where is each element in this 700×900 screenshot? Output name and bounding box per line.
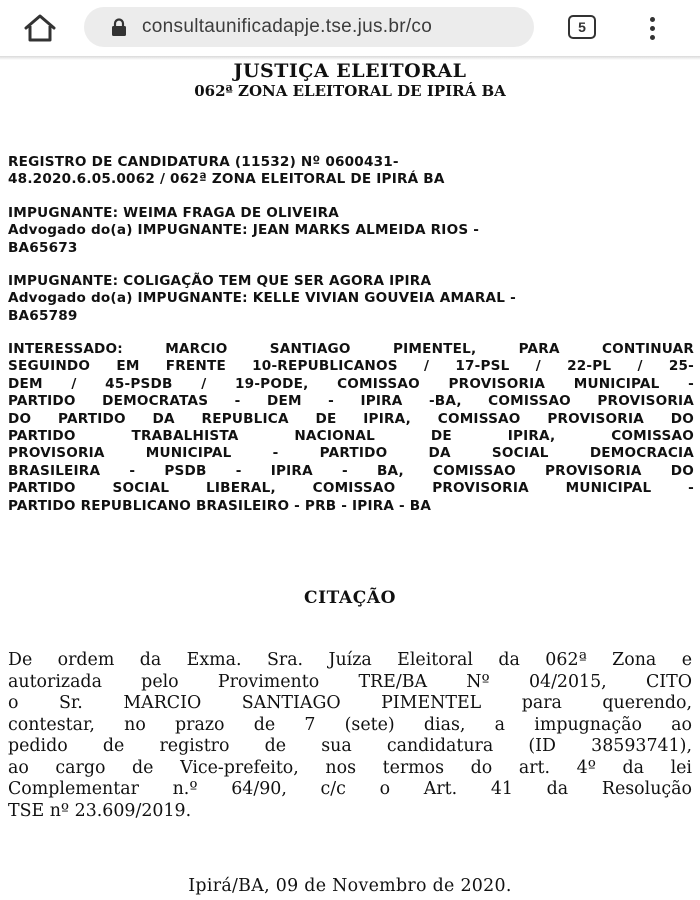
advogado-line: Advogado do(a) IMPUGNANTE: JEAN MARKS ALMEIDA RIOS - (8, 222, 480, 239)
more-menu-button[interactable] (640, 12, 664, 44)
document-header-title: JUSTIÇA ELEITORAL (233, 60, 467, 82)
interessado-line: PARTIDO SOCIAL LIBERAL, COMISSAO PROVISORIA MUNICIPAL - (8, 480, 694, 497)
registro-block (8, 154, 694, 189)
interessado-block (8, 341, 694, 515)
impugnante-2-block (8, 273, 694, 325)
tab-switcher-button[interactable] (568, 15, 596, 39)
registro-line: 48.2020.6.05.0062 / 062ª ZONA ELEITORAL DE IPIRÁ BA (8, 171, 445, 188)
citacao-body (8, 650, 692, 822)
interessado-line: BRASILEIRA - PSDB - IPIRA - BA, COMISSAO PROVISORIA DO (8, 462, 694, 479)
interessado-line: INTERESSADO: MARCIO SANTIAGO PIMENTEL, PARA CONTINUAR (8, 341, 694, 357)
impugnante-line: IMPUGNANTE: WEIMA FRAGA DE OLIVEIRA (8, 205, 339, 221)
citacao-title: CITAÇÃO (303, 588, 397, 608)
interessado-line: DO PARTIDO DA REPUBLICA DE IPIRA, COMISSAO PROVISORIA DO (8, 410, 694, 427)
more-vert-icon-dot (650, 17, 655, 22)
citacao-line: TSE nº 23.609/2019. (8, 800, 192, 821)
home-icon (23, 13, 57, 43)
advogado-line: Advogado do(a) IMPUGNANTE: KELLE VIVIAN GOUVEIA AMARAL - (8, 290, 516, 307)
oab-line: BA65789 (8, 307, 78, 324)
document-header-subtitle: 062ª ZONA ELEITORAL DE IPIRÁ BA (194, 82, 506, 100)
more-vert-icon-dot (650, 35, 655, 40)
interessado-line: PARTIDO DEMOCRATAS - DEM - IPIRA -BA, COMISSAO PROVISORIA (8, 393, 694, 410)
citacao-line: ao cargo de Vice-prefeito, nos termos do art. 4º da lei (8, 757, 692, 778)
interessado-line: DEM / 45-PSDB / 19-PODE, COMISSAO PROVISORIA MUNICIPAL - (8, 375, 694, 392)
citacao-line: contestar, no prazo de 7 (sete) dias, a impugnação ao (8, 714, 692, 735)
citacao-line: De ordem da Exma. Sra. Juíza Eleitoral da 062ª Zona e (8, 650, 692, 670)
citacao-line: Complementar n.º 64/90, c/c o Art. 41 da Resolução (8, 779, 692, 799)
citacao-line: autorizada pelo Provimento TRE/BA Nº 04/2015, CITO (8, 671, 692, 692)
citacao-line: o Sr. MARCIO SANTIAGO PIMENTEL para querendo, (8, 693, 692, 713)
interessado-line: SEGUINDO EM FRENTE 10-REPUBLICANOS / 17-PSL / 22-PL / 25- (8, 358, 694, 375)
home-button[interactable] (22, 12, 58, 44)
browser-toolbar (0, 0, 700, 56)
registro-line: REGISTRO DE CANDIDATURA (11532) Nº 0600431- (8, 154, 399, 170)
tab-count: 5 (578, 19, 586, 35)
citacao-line: pedido de registro de sua candidatura (ID 38593741), (8, 736, 692, 756)
oab-line: BA65673 (8, 239, 78, 256)
impugnante-1-block (8, 205, 694, 257)
url-text: consultaunificadapje.tse.jus.br/co (142, 16, 433, 37)
impugnante-line: IMPUGNANTE: COLIGAÇÃO TEM QUE SER AGORA IPIRA (8, 273, 432, 289)
address-bar[interactable] (84, 7, 534, 47)
interessado-line: PARTIDO REPUBLICANO BRASILEIRO - PRB - IPIRA - BA (8, 497, 432, 514)
interessado-line: PROVISORIA MUNICIPAL - PARTIDO DA SOCIAL DEMOCRACIA (8, 445, 694, 462)
lock-icon (108, 16, 130, 38)
dateline: Ipirá/BA, 09 de Novembro de 2020. (188, 876, 512, 896)
more-vert-icon-dot (650, 26, 655, 31)
interessado-line: PARTIDO TRABALHISTA NACIONAL DE IPIRA, COMISSAO (8, 428, 694, 445)
